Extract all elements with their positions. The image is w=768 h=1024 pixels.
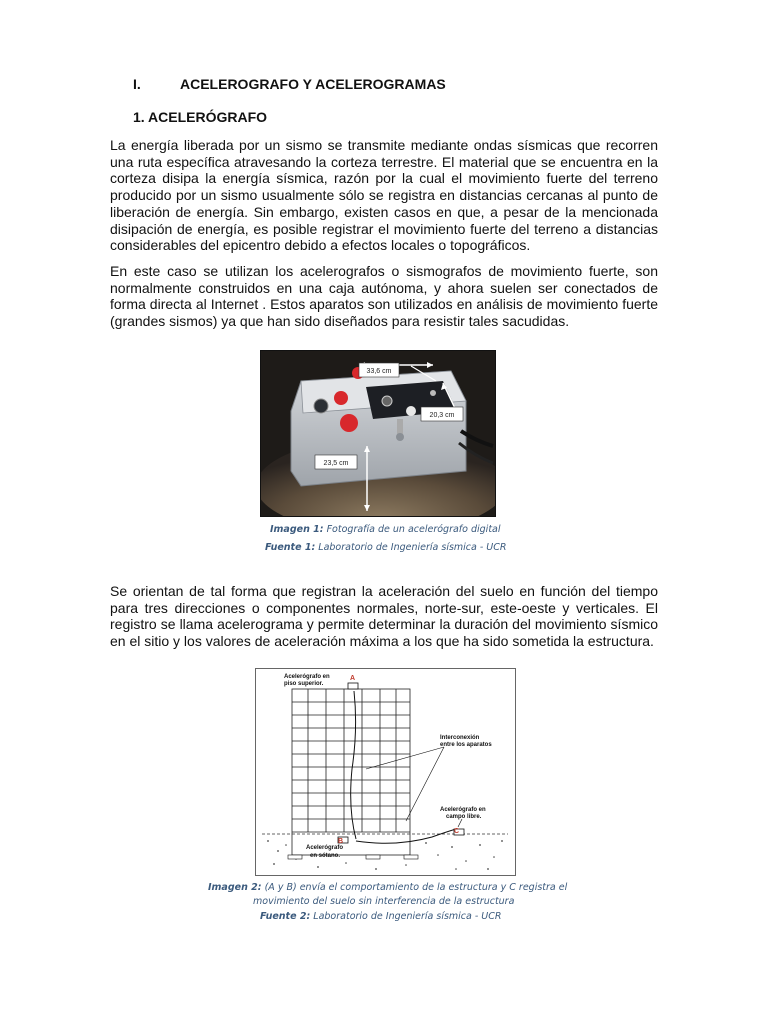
subsection-title: 1. ACELERÓGRAFO <box>133 109 268 125</box>
label-free-field-1: Acelerógrafo en <box>440 807 486 813</box>
section-number: I. <box>133 76 141 92</box>
label-interconnection-2: entre los aparatos <box>440 742 492 748</box>
figure2-caption-line2: movimiento del suelo sin interferencia de la estructura <box>253 896 515 907</box>
figure2-caption-label: Imagen 2: <box>208 882 262 893</box>
label-interconnection-1: Interconexión <box>440 735 480 741</box>
svg-text:23,5 cm: 23,5 cm <box>323 460 349 467</box>
figure1-source-label: Fuente 1: <box>265 542 316 553</box>
label-free-field-2: campo libre. <box>446 814 482 820</box>
dimension-label-length <box>359 363 399 377</box>
svg-text:33,6 cm: 33,6 cm <box>366 368 392 375</box>
figure1-caption-text: Fotografía de un acelerógrafo digital <box>323 524 501 535</box>
paragraph-3: Se orientan de tal forma que registran la aceleración del suelo en función del tiempo para tres direcciones o componentes normales, norte-sur, este-oeste y verticales. El registro se llama acelerograma y permite determinar la duración del movimiento sísmico en el sitio y los valores de aceleración máxima a los que ha sido sometida la estructura. <box>110 583 658 650</box>
figure2-source-label: Fuente 2: <box>260 911 311 922</box>
letter-a: A <box>350 675 356 682</box>
figure2-caption-text: (A y B) envía el comportamiento de la estructura y C registra el <box>261 882 568 893</box>
letter-b: B <box>338 838 344 845</box>
label-top-accel-1: Acelerógrafo en <box>284 674 330 680</box>
letter-c: C <box>454 828 460 835</box>
figure1-caption <box>270 524 501 535</box>
figure2-source-text: Laboratorio de Ingeniería sísmica - UCR <box>310 911 502 922</box>
paragraph-2: En este caso se utilizan los acelerografos o sismografos de movimiento fuerte, son normalmente construidos en una caja autónoma, y ahora suelen ser conectados de forma directa al Internet . Estos aparatos son utilizados en análisis de movimiento fuerte (grandes sismos) ya que han sido diseñados para resistir tales sacudidas. <box>110 263 658 330</box>
figure2-source <box>260 911 502 922</box>
building-diagram <box>255 668 516 876</box>
svg-text:20,3 cm: 20,3 cm <box>429 412 455 419</box>
building-illustration <box>256 669 515 875</box>
figure1-source-text: Laboratorio de Ingeniería sísmica - UCR <box>315 542 507 553</box>
dimension-label-width <box>421 407 463 421</box>
accelerograph-photo <box>260 350 496 517</box>
figure2-caption-line1 <box>208 882 567 893</box>
dimension-label-height <box>315 455 357 469</box>
figure1-source <box>265 542 507 553</box>
label-basement-1: Acelerógrafo <box>306 845 344 851</box>
paragraph-1: La energía liberada por un sismo se transmite mediante ondas sísmicas que recorren una ruta específica atravesando la corteza terrestre. El material que se encuentra en la corteza disipa la energía sísmica, razón por la cual el movimiento fuerte del terreno producido por un sismo usualmente sólo se registra en distancias cercanas al punto de liberación de energía. Sin embargo, existen casos en que, a pesar de la mencionada disipación de energía, es posible registrar el movimiento fuerte del terreno a distancias considerables del epicentro debido a efectos locales o topográficos. <box>110 137 658 254</box>
label-top-accel-2: piso superior. <box>284 681 324 687</box>
label-basement-2: en sótano. <box>310 853 341 859</box>
accelerograph-illustration <box>261 351 495 516</box>
figure1-caption-label: Imagen 1: <box>270 524 324 535</box>
section-title: ACELEROGRAFO Y ACELEROGRAMAS <box>180 76 446 92</box>
